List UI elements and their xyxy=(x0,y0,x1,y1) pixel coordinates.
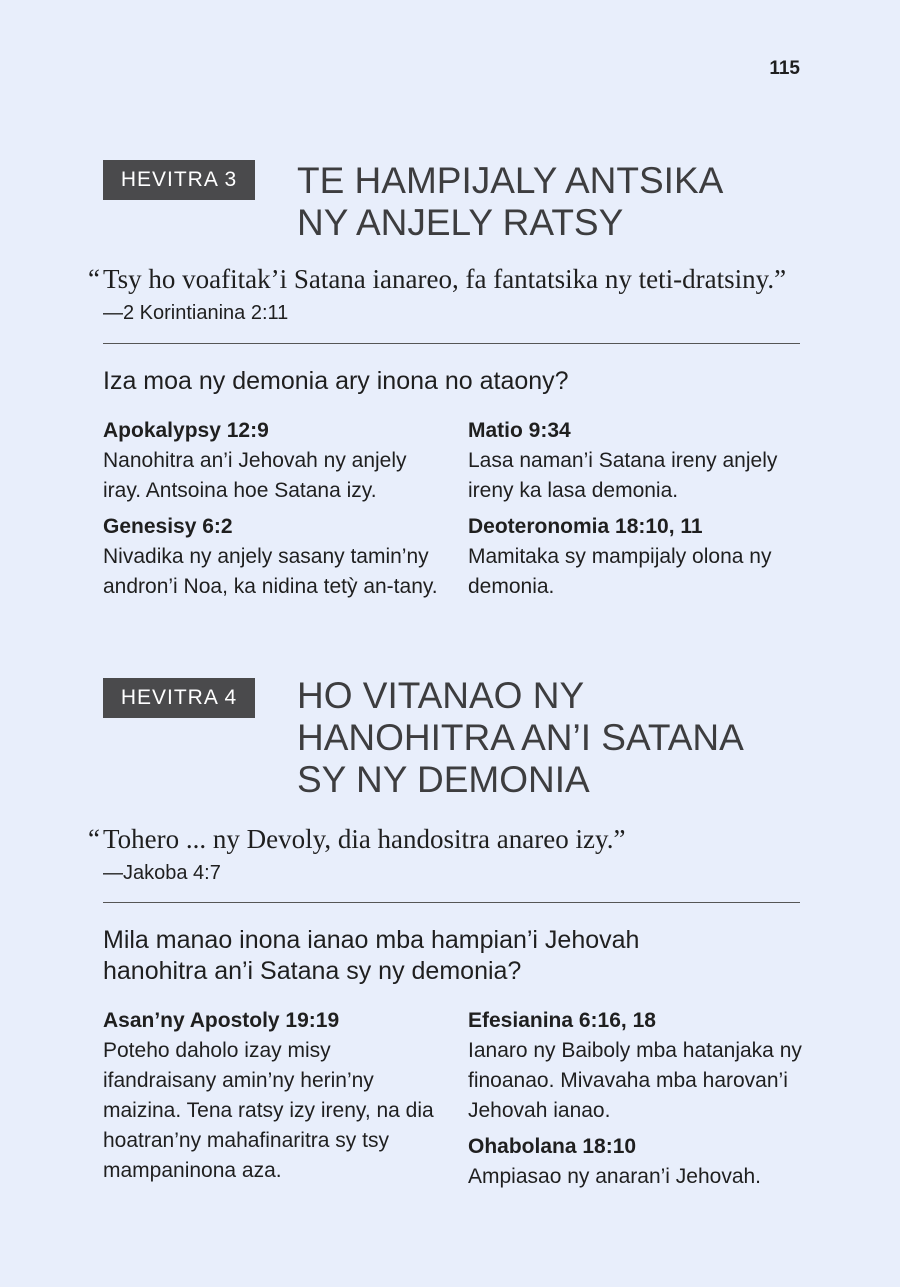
quote-mark: “ xyxy=(88,264,100,294)
left-column xyxy=(103,1006,438,1192)
scripture-reference: Efesianina 6:16, 18 xyxy=(468,1009,656,1032)
scripture-summary: Nanohitra an’i Jehovah ny anjely iray. Antsoina hoe Satana izy. xyxy=(103,449,407,502)
scripture-quote xyxy=(88,264,800,329)
left-column xyxy=(103,416,438,608)
divider xyxy=(103,902,800,903)
section-question: Mila manao inona ianao mba hampian’i Jehovah hanohitra an’i Satana sy ny demonia? xyxy=(103,926,640,985)
quote-reference: —2 Korintianina 2:11 xyxy=(103,302,289,324)
section-title: HO VITANAO NY HANOHITRA AN’I SATANA SY NY DEMONIA xyxy=(297,675,744,800)
section-badge: HEVITRA 4 xyxy=(103,678,255,718)
scripture-reference: Ohabolana 18:10 xyxy=(468,1135,637,1158)
quote-text: Tohero ... ny Devoly, dia handositra anareo izy.” xyxy=(103,824,626,854)
right-column xyxy=(468,1006,803,1198)
scripture-reference: Asan’ny Apostoly 19:19 xyxy=(103,1009,340,1032)
scripture-reference: Genesisy 6:2 xyxy=(103,515,233,538)
quote-mark: “ xyxy=(88,824,100,854)
scripture-summary: Ampiasao ny anaran’i Jehovah. xyxy=(468,1165,762,1188)
section-title: TE HAMPIJALY ANTSIKA NY ANJELY RATSY xyxy=(297,160,724,243)
divider xyxy=(103,343,800,344)
scripture-summary: Poteho daholo izay misy ifandraisany amin’ny herin’ny maizina. Tena ratsy izy ireny, na dia hoatran’ny mahafinaritra sy tsy mampaninona aza. xyxy=(103,1039,434,1182)
section-question: Iza moa ny demonia ary inona no ataony? xyxy=(103,367,569,395)
scripture-summary: Lasa naman’i Satana ireny anjely ireny ka lasa demonia. xyxy=(468,449,778,502)
scripture-summary: Ianaro ny Baiboly mba hatanjaka ny finoanao. Mivavaha mba harovan’i Jehovah ianao. xyxy=(468,1039,802,1122)
scripture-quote xyxy=(88,824,800,889)
scripture-reference: Deoteronomia 18:10, 11 xyxy=(468,515,703,538)
scripture-summary: Mamitaka sy mampijaly olona ny demonia. xyxy=(468,545,772,598)
scripture-summary: Nivadika ny anjely sasany tamin’ny andron’i Noa, ka nidina tetỳ an-tany. xyxy=(103,545,438,598)
quote-reference: —Jakoba 4:7 xyxy=(103,862,221,884)
scripture-reference: Matio 9:34 xyxy=(468,419,571,442)
right-column xyxy=(468,416,803,608)
quote-text: Tsy ho voafitak’i Satana ianareo, fa fantatsika ny teti-dratsiny.” xyxy=(103,264,787,294)
scripture-reference: Apokalypsy 12:9 xyxy=(103,419,269,442)
section-badge: HEVITRA 3 xyxy=(103,160,255,200)
page-number: 115 xyxy=(769,58,800,79)
